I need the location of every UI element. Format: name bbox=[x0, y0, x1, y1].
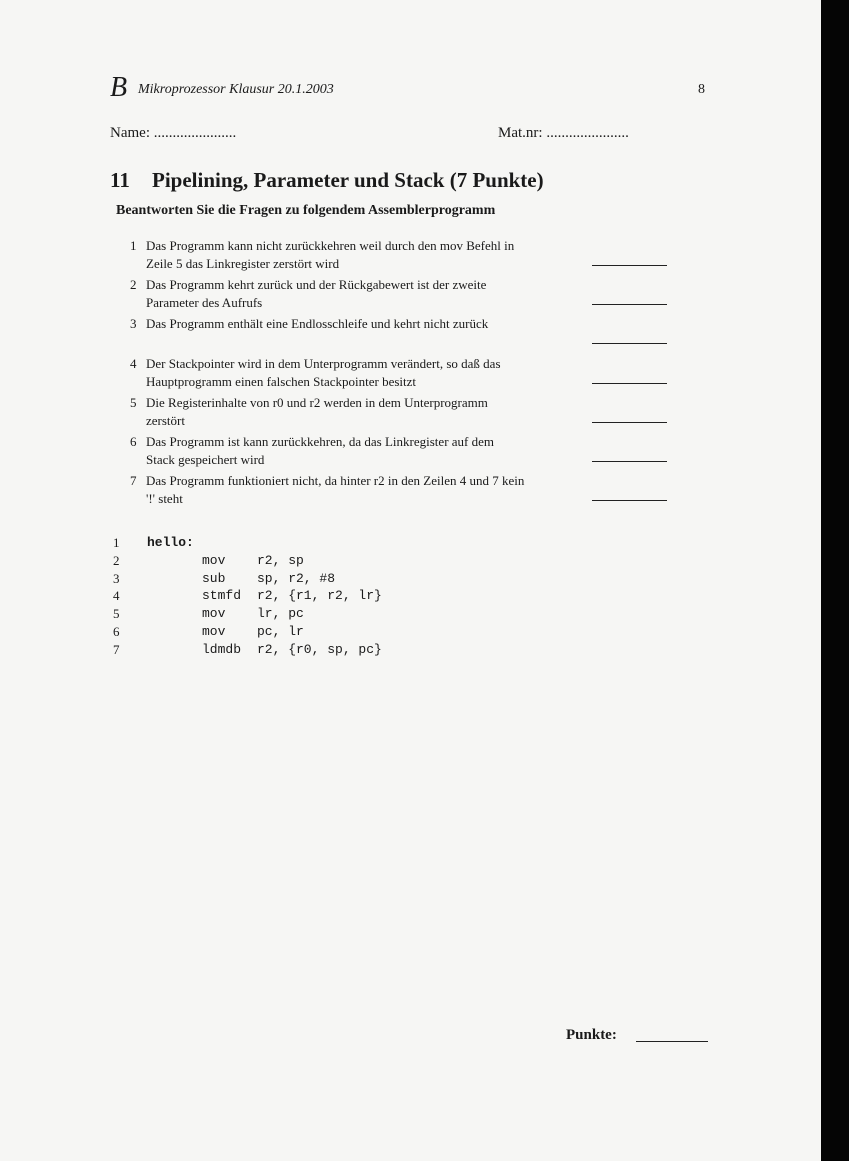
question-item bbox=[130, 433, 690, 472]
code-opcode: mov bbox=[202, 552, 226, 568]
question-number: 6 bbox=[130, 433, 137, 449]
section-title: Pipelining, Parameter und Stack (7 Punkte) bbox=[152, 168, 544, 192]
answer-line[interactable] bbox=[592, 265, 667, 266]
question-number: 2 bbox=[130, 277, 137, 293]
line-number: 2 bbox=[113, 552, 120, 568]
question-item bbox=[130, 394, 690, 433]
answer-line[interactable] bbox=[592, 383, 667, 384]
question-text: Die Registerinhalte von r0 und r2 werden in dem Unterprogramm zerstört bbox=[146, 394, 488, 428]
line-number: 7 bbox=[113, 641, 120, 657]
question-text: Das Programm kann nicht zurückkehren weil durch den mov Befehl in Zeile 5 das Linkregister zerstört wird bbox=[146, 238, 515, 271]
code-operands: r2, {r0, sp, pc} bbox=[257, 641, 382, 657]
points-answer-line[interactable] bbox=[636, 1041, 708, 1042]
points-label: Punkte: bbox=[566, 1027, 617, 1043]
answer-line[interactable] bbox=[592, 422, 667, 423]
question-number: 7 bbox=[130, 473, 137, 489]
line-number: 3 bbox=[113, 570, 120, 586]
question-text: Das Programm ist kann zurückkehren, da das Linkregister auf dem Stack gespeichert wird bbox=[146, 433, 495, 467]
line-number: 1 bbox=[113, 535, 120, 550]
question-item bbox=[130, 315, 690, 354]
code-opcode: stmfd bbox=[202, 588, 242, 604]
answer-line[interactable] bbox=[592, 461, 667, 462]
answer-line[interactable] bbox=[592, 343, 667, 344]
question-text: Das Programm funktioniert nicht, da hinter r2 in den Zeilen 4 und 7 kein '!' steht bbox=[146, 473, 525, 507]
code-opcode: sub bbox=[202, 570, 226, 586]
question-number: 1 bbox=[130, 238, 137, 253]
matnr-field[interactable]: Mat.nr: ...................... bbox=[498, 125, 629, 141]
question-item bbox=[130, 472, 690, 511]
exam-title: Mikroprozessor Klausur 20.1.2003 bbox=[138, 82, 334, 97]
page-number: 8 bbox=[698, 82, 705, 97]
question-item bbox=[130, 237, 690, 276]
answer-line[interactable] bbox=[592, 500, 667, 501]
line-number: 6 bbox=[113, 623, 120, 639]
code-operands: sp, r2, #8 bbox=[257, 570, 336, 586]
question-text: Das Programm kehrt zurück und der Rückgabewert ist der zweite Parameter des Aufrufs bbox=[146, 277, 487, 311]
code-operands: r2, {r1, r2, lr} bbox=[257, 588, 382, 604]
question-text: Das Programm enthält eine Endlosschleife und kehrt nicht zurück bbox=[146, 316, 489, 332]
section-number: 11 bbox=[110, 168, 130, 192]
question-number: 4 bbox=[130, 355, 137, 371]
scan-edge bbox=[821, 0, 849, 1161]
question-text: Der Stackpointer wird in dem Unterprogramm verändert, so daß das Hauptprogramm einen falschen Stackpointer besitzt bbox=[146, 355, 501, 389]
code-opcode: mov bbox=[202, 606, 226, 622]
exam-variant-letter: B bbox=[110, 72, 128, 103]
question-number: 3 bbox=[130, 316, 137, 332]
question-list bbox=[130, 237, 690, 511]
section-heading bbox=[110, 168, 544, 193]
question-number: 5 bbox=[130, 394, 137, 410]
code-operands: lr, pc bbox=[257, 606, 304, 622]
name-field[interactable]: Name: ...................... bbox=[110, 125, 237, 141]
code-opcode: mov bbox=[202, 623, 226, 639]
question-item bbox=[130, 355, 690, 394]
section-instruction: Beantworten Sie die Fragen zu folgendem Assemblerprogramm bbox=[116, 203, 496, 218]
question-item bbox=[130, 276, 690, 315]
code-operands: r2, sp bbox=[257, 552, 304, 568]
answer-line[interactable] bbox=[592, 304, 667, 305]
line-number: 4 bbox=[113, 588, 120, 604]
code-operands: pc, lr bbox=[257, 623, 304, 639]
code-label: hello: bbox=[147, 535, 194, 550]
code-opcode: ldmdb bbox=[202, 641, 242, 657]
line-number: 5 bbox=[113, 606, 120, 622]
